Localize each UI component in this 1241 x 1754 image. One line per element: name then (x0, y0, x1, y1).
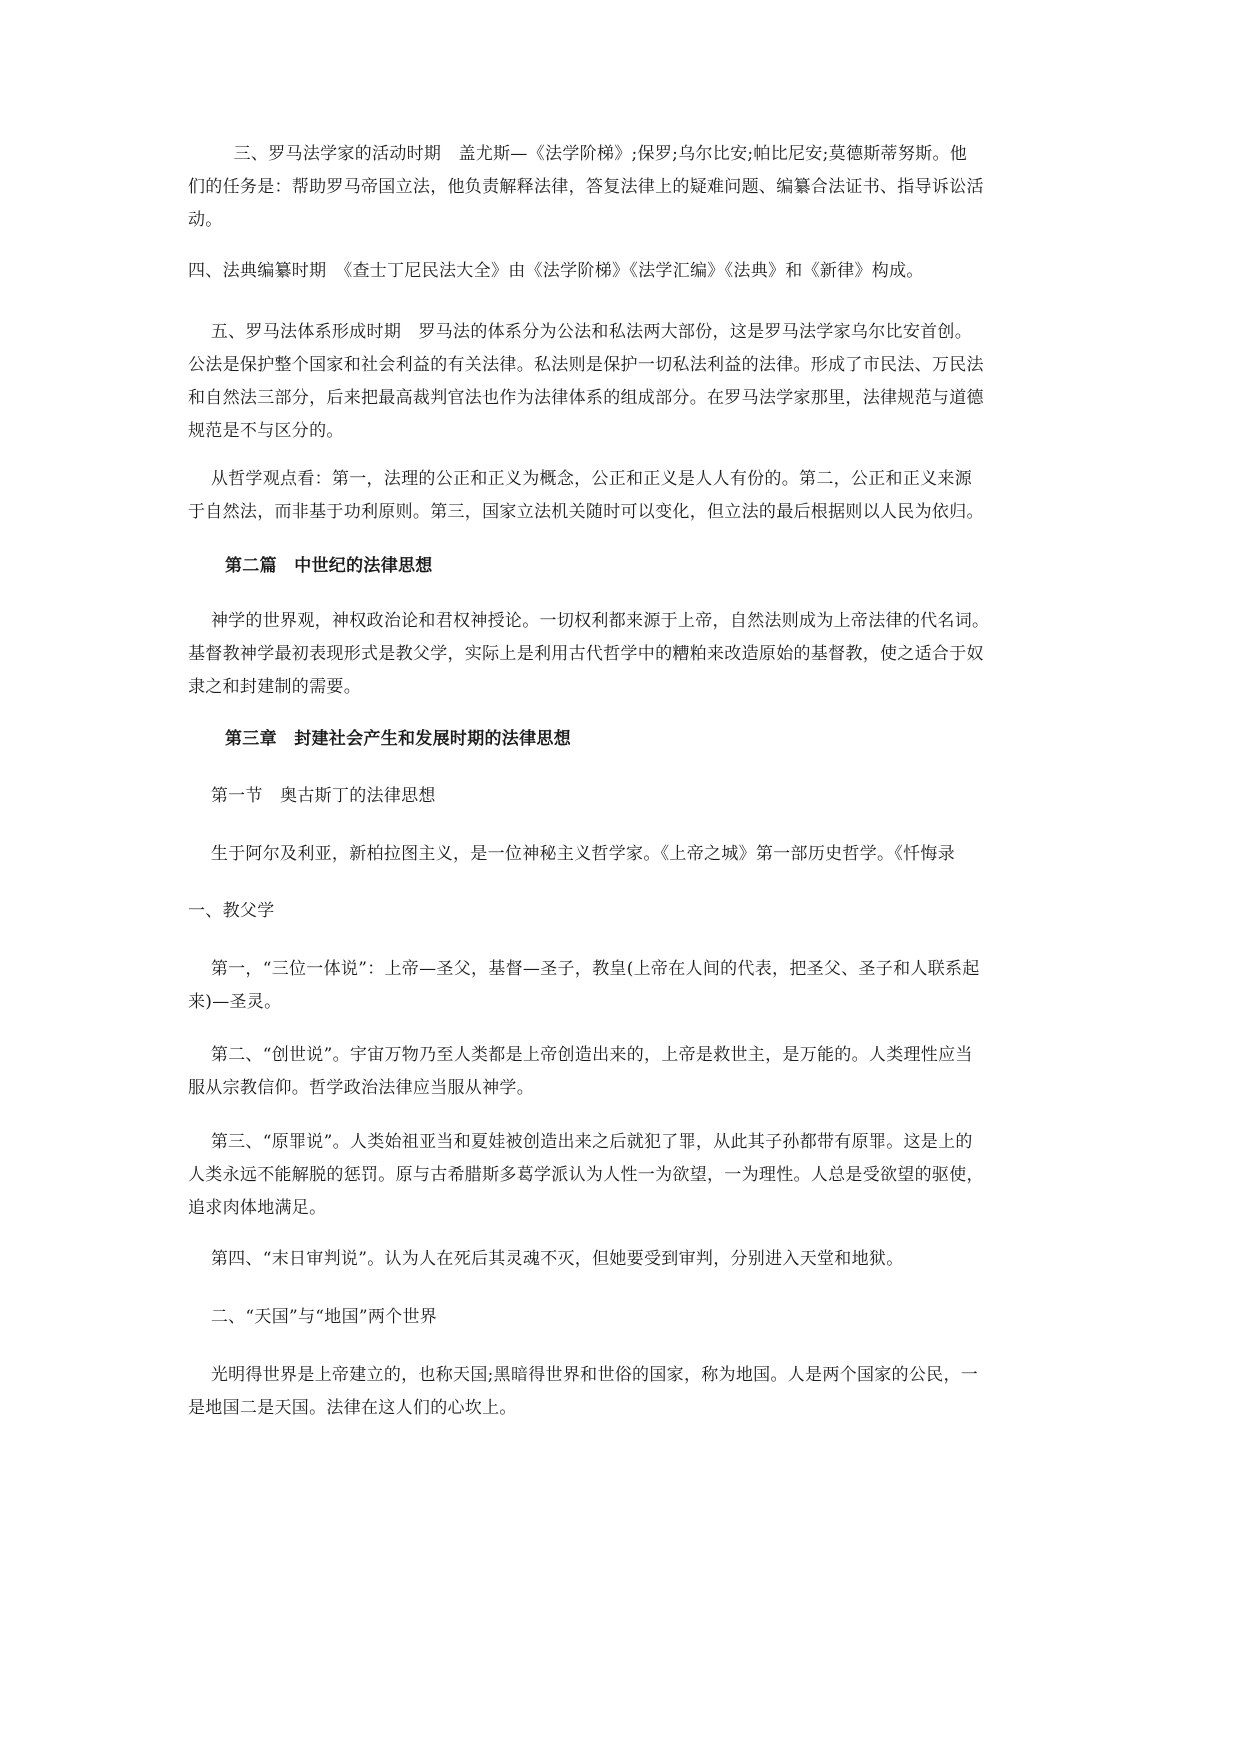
text-line: 一、教父学 (188, 901, 275, 921)
text-line: 服从宗教信仰。哲学政治法律应当服从神学。 (188, 1078, 534, 1098)
text-line: 从哲学观点看：第一，法理的公正和正义为概念，公正和正义是人人有份的。第二，公正和正义来源 (188, 469, 973, 489)
paragraph-trinity (188, 953, 1058, 1019)
text-line: 光明得世界是上帝建立的，也称天国;黑暗得世界和世俗的国家，称为地国。人是两个国家的公民，一 (188, 1365, 979, 1385)
subheading-two-worlds (188, 1301, 1058, 1334)
text-line: 基督教神学最初表现形式是教父学，实际上是利用古代哲学中的糟粕来改造原始的基督教，使之适合于奴 (188, 644, 984, 664)
paragraph-philosophical-view (188, 463, 1058, 529)
text-line: 第二、“创世说”。宇宙万物乃至人类都是上帝创造出来的，上帝是救世主，是万能的。人类理性应当 (188, 1045, 973, 1065)
paragraph-roman-jurists-period (188, 138, 1058, 237)
text-line: 第一，“三位一体说”：上帝—圣父，基督—圣子，教皇(上帝在人间的代表，把圣父、圣子和人联系起 (188, 959, 980, 979)
text-line: 第三、“原罪说”。人类始祖亚当和夏娃被创造出来之后就犯了罪，从此其子孙都带有原罪。这是上的 (188, 1132, 973, 1152)
section-heading-chapter-three: 第三章 封建社会产生和发展时期的法律思想 (225, 729, 571, 749)
section-heading-part-two: 第二篇 中世纪的法律思想 (225, 556, 433, 576)
paragraph-codification-period (188, 255, 1058, 288)
text-line: 和自然法三部分，后来把最高裁判官法也作为法律体系的组成部分。在罗马法学家那里，法律规范与道德 (188, 388, 984, 408)
text-line: 于自然法，而非基于功利原则。第三，国家立法机关随时可以变化，但立法的最后根据则以人民为依归。 (188, 502, 984, 522)
text-line: 是地国二是天国。法律在这人们的心坎上。 (188, 1398, 517, 1418)
subheading-patristics (188, 895, 1058, 928)
text-line: 五、罗马法体系形成时期 罗马法的体系分为公法和私法两大部份，这是罗马法学家乌尔比安首创。 (188, 322, 973, 342)
text-line: 四、法典编纂时期 《查士丁尼民法大全》由《法学阶梯》《法学汇编》《法典》和《新律》构成。 (188, 261, 924, 281)
paragraph-creation (188, 1039, 1058, 1105)
text-line: 第一节 奥古斯丁的法律思想 (188, 786, 436, 806)
paragraph-heavenly-earthly (188, 1359, 1058, 1425)
paragraph-last-judgment (188, 1243, 1058, 1276)
text-line: 生于阿尔及利亚，新柏拉图主义，是一位神秘主义哲学家。《上帝之城》第一部历史哲学。《忏悔录 (188, 844, 956, 864)
text-line: 们的任务是：帮助罗马帝国立法，他负责解释法律，答复法律上的疑难问题、编纂合法证书、指导诉讼活 (188, 177, 984, 197)
paragraph-augustine-bio (188, 838, 1058, 871)
text-line: 二、“天国”与“地国”两个世界 (188, 1307, 438, 1327)
paragraph-original-sin (188, 1126, 1058, 1225)
text-line: 三、罗马法学家的活动时期 盖尤斯—《法学阶梯》;保罗;乌尔比安;帕比尼安;莫德斯蒂努斯。他 (188, 144, 968, 164)
text-line: 规范是不与区分的。 (188, 421, 344, 441)
paragraph-roman-law-system (188, 316, 1058, 448)
text-line: 人类永远不能解脱的惩罚。原与古希腊斯多葛学派认为人性一为欲望，一为理性。人总是受欲望的驱使， (188, 1165, 984, 1185)
paragraph-theological-worldview (188, 605, 1058, 704)
text-line: 动。 (188, 210, 223, 230)
text-line: 追求肉体地满足。 (188, 1198, 327, 1218)
text-line: 来)—圣灵。 (188, 992, 282, 1012)
text-line: 神学的世界观，神权政治论和君权神授论。一切权利都来源于上帝，自然法则成为上帝法律的代名词。 (188, 611, 990, 631)
text-line: 公法是保护整个国家和社会利益的有关法律。私法则是保护一切私法利益的法律。形成了市民法、万民法 (188, 355, 984, 375)
text-line: 第四、“末日审判说”。认为人在死后其灵魂不灭，但她要受到审判，分别进入天堂和地狱。 (188, 1249, 904, 1269)
subsection-title-augustine (188, 780, 1058, 813)
text-line: 隶之和封建制的需要。 (188, 677, 361, 697)
